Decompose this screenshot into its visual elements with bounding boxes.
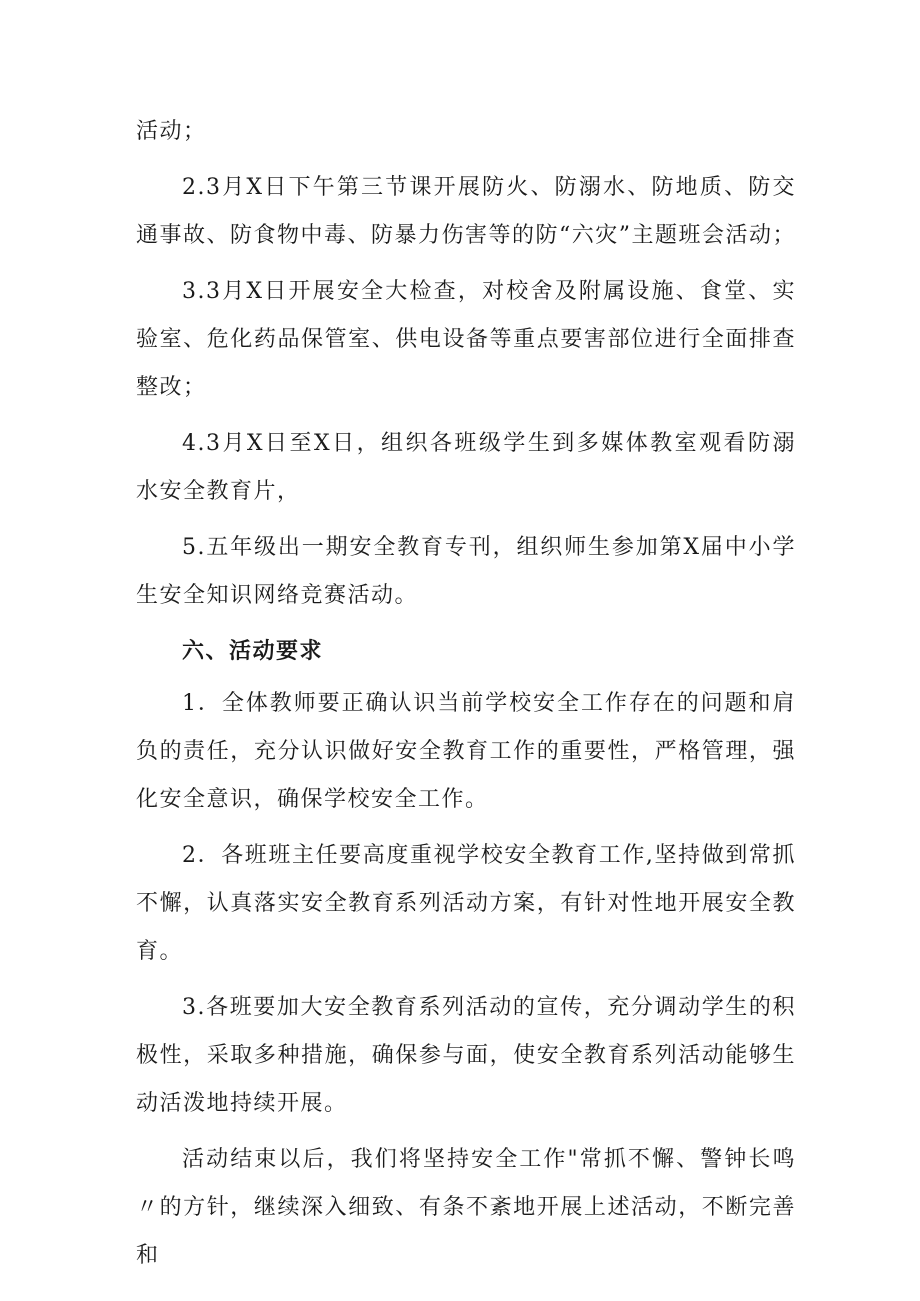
paragraph-continuation: 活动； xyxy=(136,119,207,144)
list-item-3: 3.3月X日开展安全大检查，对校舍及附属设施、食堂、实验室、危化药品保管室、供电设备等重点要害部位进行全面排查整改； xyxy=(136,279,796,400)
list-item-4: 4.3月X日至X日，组织各班级学生到多媒体教室观看防溺水安全教育片， xyxy=(136,431,796,504)
list-item-2: 2.3月X日下午第三节课开展防火、防溺水、防地质、防交通事故、防食物中毒、防暴力伤害等的防“六灾”主题班会活动； xyxy=(136,175,796,248)
requirement-item-1: 1．全体教师要正确认识当前学校安全工作存在的问题和肩负的责任，充分认识做好安全教育工作的重要性，严格管理，强化安全意识，确保学校安全工作。 xyxy=(136,691,796,812)
section-heading-requirements: 六、活动要求 xyxy=(182,639,324,664)
document-body xyxy=(136,108,796,1288)
list-item-5: 5.五年级出一期安全教育专刊，组织师生参加第X届中小学生安全知识网络竞赛活动。 xyxy=(136,535,796,608)
closing-paragraph: 活动结束以后，我们将坚持安全工作"常抓不懈、警钟长鸣〃的方针，继续深入细致、有条不紊地开展上述活动，不断完善和 xyxy=(136,1147,796,1268)
requirement-item-3: 3.各班要加大安全教育系列活动的宣传，充分调动学生的积极性，采取多种措施，确保参与面，使安全教育系列活动能够生动活泼地持续开展。 xyxy=(136,995,796,1116)
requirement-item-2: 2．各班班主任要高度重视学校安全教育工作,坚持做到常抓不懈，认真落实安全教育系列活动方案，有针对性地开展安全教育。 xyxy=(136,843,796,964)
